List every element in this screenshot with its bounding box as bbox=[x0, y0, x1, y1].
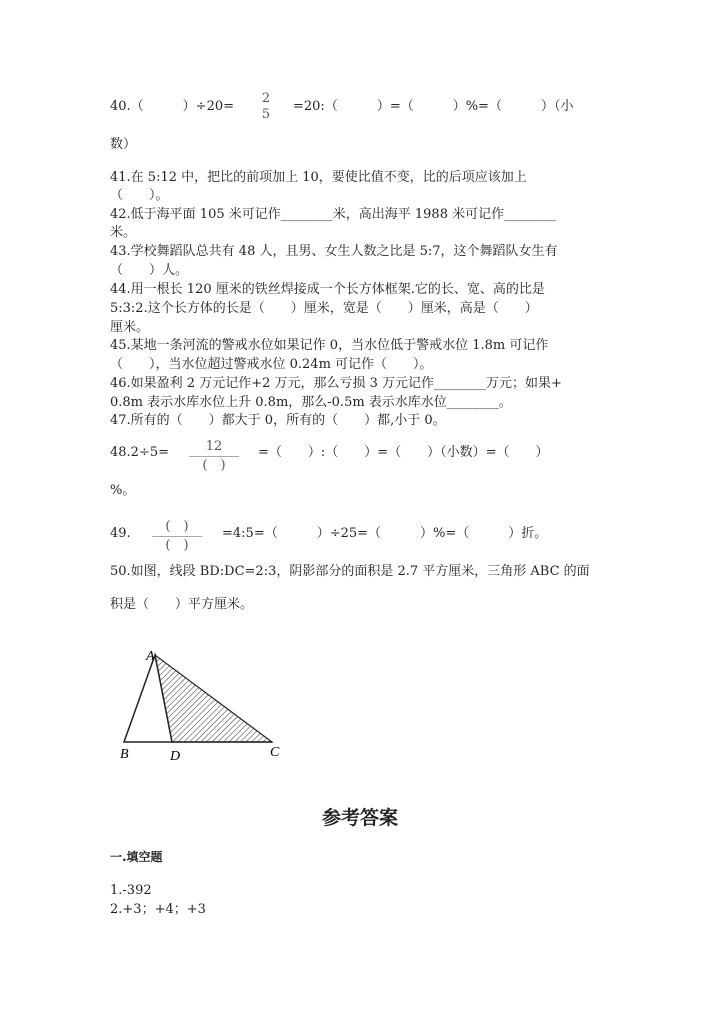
q43-line1: 43.学校舞蹈队总共有 48 人，且男、女生人数之比是 5:7，这个舞蹈队女生有 bbox=[110, 244, 558, 259]
q46-line2: 0.8m 表示水库水位上升 0.8m，那么-0.5m 表示水库水位________。 bbox=[110, 395, 512, 410]
q45-line2: （ ），当水位超过警戒水位 0.24m 可记作（ ）。 bbox=[110, 357, 433, 372]
q44-line1: 44.用一根长 120 厘米的铁丝焊接成一个长方体框架.它的长、宽、高的比是 bbox=[110, 282, 545, 297]
q46-line1: 46.如果盈利 2 万元记作+2 万元，那么亏损 3 万元记作________万元；如果+ bbox=[110, 376, 562, 391]
q50-line2: 积是（ ）平方厘米。 bbox=[110, 597, 254, 612]
answer-item: 1.-392 bbox=[110, 883, 152, 898]
label-d: D bbox=[170, 749, 181, 764]
q48-part3: %。 bbox=[110, 483, 136, 498]
q40-part3: 数） bbox=[110, 137, 137, 152]
label-a: A bbox=[146, 649, 155, 664]
frac-den: ( ) bbox=[165, 538, 189, 553]
shaded-triangle-adc bbox=[155, 655, 272, 742]
q49-part1: 49. bbox=[110, 526, 131, 541]
frac-num: ( ) bbox=[165, 519, 189, 534]
label-c: C bbox=[270, 745, 280, 760]
q44-line3: 厘米。 bbox=[110, 320, 150, 335]
answer-item: 2.+3；+4；+3 bbox=[110, 902, 206, 917]
answers-section-heading: 一.填空题 bbox=[110, 850, 163, 864]
q49-fraction bbox=[152, 519, 202, 554]
q40-part1: 40.（ ）÷20= bbox=[110, 99, 235, 114]
q40-fraction bbox=[258, 91, 274, 123]
q48-fraction bbox=[189, 439, 239, 474]
q45-line1: 45.某地一条河流的警戒水位如果记作 0，当水位低于警戒水位 1.8m 可记作 bbox=[110, 338, 549, 353]
frac-num: 2 bbox=[261, 91, 271, 106]
q40-part2: =20:（ ）=（ ）%=（ ）（小 bbox=[293, 99, 574, 114]
q41-line2: （ ）。 bbox=[110, 188, 169, 203]
q47: 47.所有的（ ）都大于 0，所有的（ ）都,小于 0。 bbox=[110, 413, 446, 428]
label-b: B bbox=[120, 747, 129, 762]
q49-part2: =4:5=（ ）÷25=（ ）%=（ ）折。 bbox=[222, 526, 548, 541]
frac-den: 5 bbox=[261, 107, 271, 122]
q44-line2: 5:3:2.这个长方体的长是（ ）厘米，宽是（ ）厘米，高是（ ） bbox=[110, 301, 538, 316]
q42-line2: 米。 bbox=[110, 225, 137, 240]
frac-num: 12 bbox=[205, 439, 223, 454]
q48-part2: =（ ）:（ ）=（ ）（小数）=（ ） bbox=[258, 445, 549, 460]
answers-title: 参考答案 bbox=[321, 807, 398, 829]
q50-line1: 50.如图，线段 BD:DC=2:3，阴影部分的面积是 2.7 平方厘米，三角形 ABC 的面 bbox=[110, 564, 590, 579]
frac-den: ( ) bbox=[202, 458, 226, 473]
triangle-figure bbox=[110, 640, 300, 765]
q41-line1: 41.在 5:12 中，把比的前项加上 10，要使比值不变，比的后项应该加上 bbox=[110, 170, 527, 185]
q48-part1: 48.2÷5= bbox=[110, 445, 170, 460]
q43-line2: （ ）人。 bbox=[110, 263, 189, 278]
q42-line1: 42.低于海平面 105 米可记作________米，高出海平 1988 米可记作________ bbox=[110, 207, 557, 222]
